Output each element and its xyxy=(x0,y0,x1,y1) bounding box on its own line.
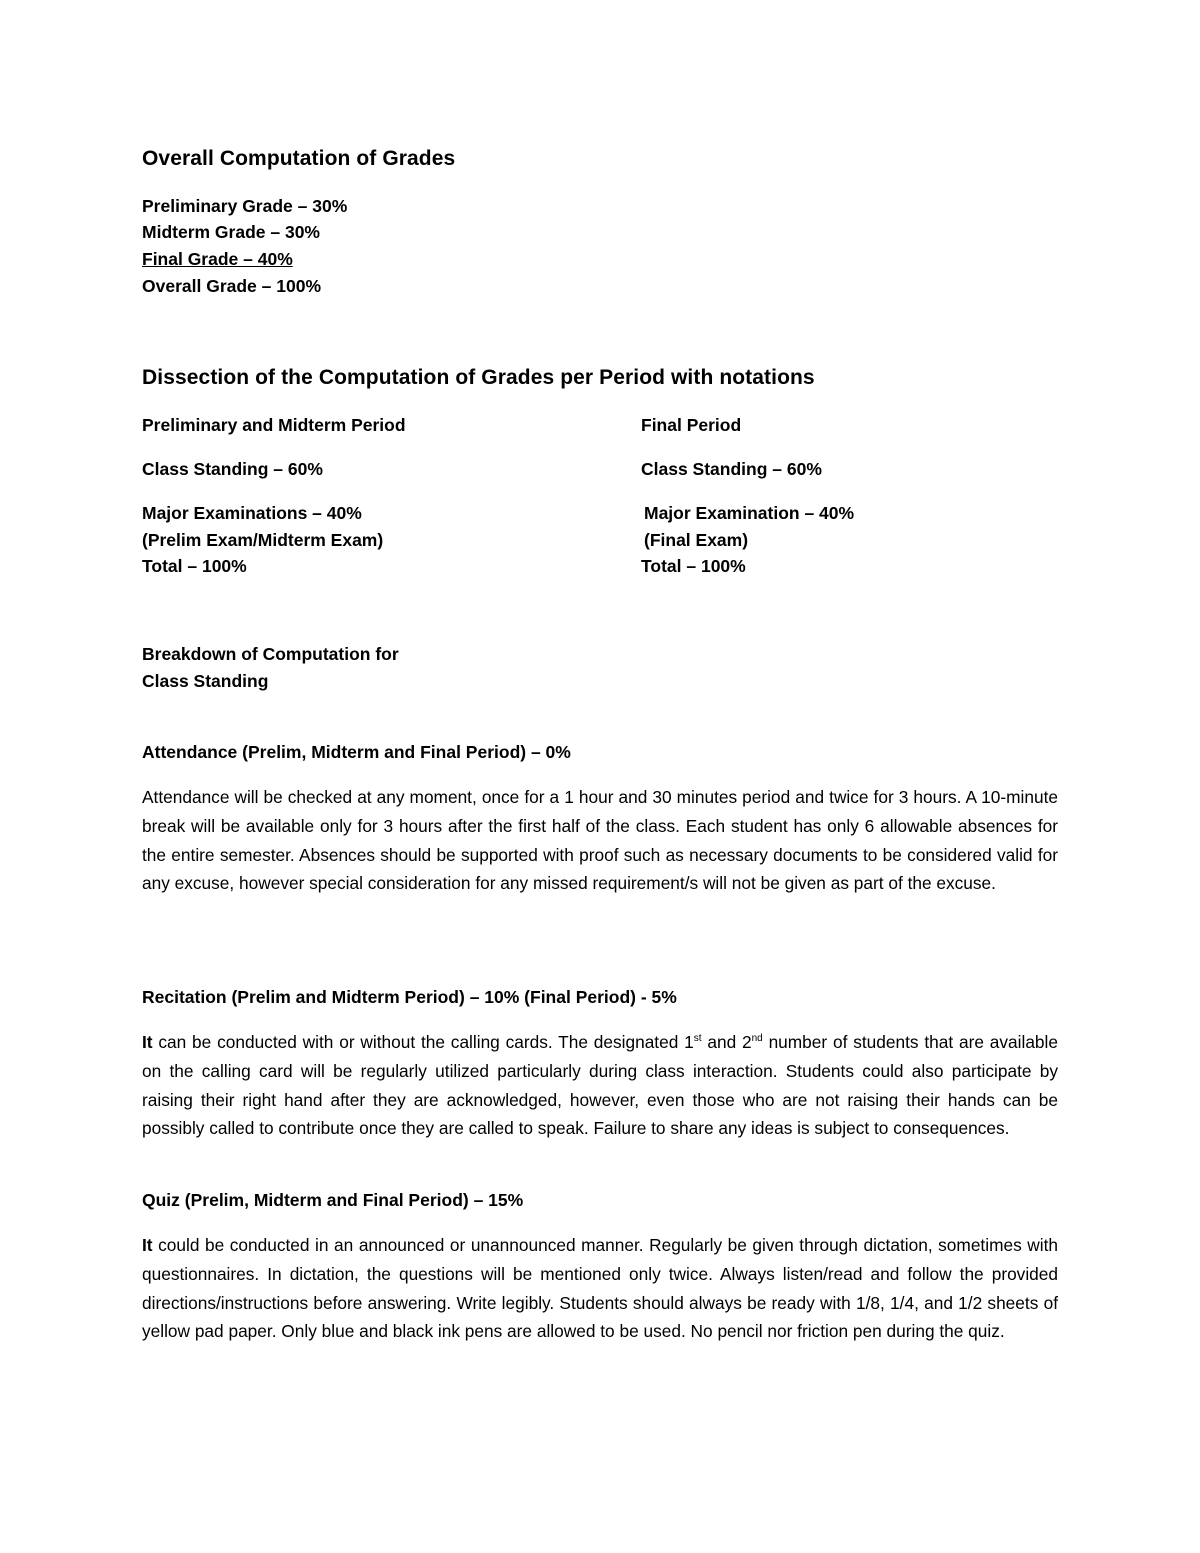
overall-item-final: Final Grade – 40% xyxy=(142,249,293,269)
recitation-heading: Recitation (Prelim and Midterm Period) – 10% (Final Period) - 5% xyxy=(142,987,677,1007)
left-major-exam: Major Examinations – 40% xyxy=(142,503,362,523)
right-major-note: (Final Exam) xyxy=(644,530,749,550)
recitation-text-3: number of students that are available on the calling card will be regularly utilized particularly during class interaction. Students could also participate by raising their right hand after they are acknowledged, however, even those who are not raising their hands can be possibly called to contribute once they are called to speak. Failure to share any ideas is subject to consequences. xyxy=(142,1032,1058,1139)
left-class-standing: Class Standing – 60% xyxy=(142,459,323,479)
quiz-heading: Quiz (Prelim, Midterm and Final Period) – 15% xyxy=(142,1190,524,1210)
right-period-heading: Final Period xyxy=(641,415,742,435)
right-major-exam: Major Examination – 40% xyxy=(644,503,855,523)
recitation-text-2: and 2 xyxy=(701,1032,752,1052)
quiz-lead: It xyxy=(142,1235,153,1255)
overall-title: Overall Computation of Grades xyxy=(142,147,456,170)
recitation-lead: It xyxy=(142,1032,153,1052)
recitation-sup-1: st xyxy=(693,1033,702,1044)
right-total: Total – 100% xyxy=(641,556,746,576)
recitation-sup-2: nd xyxy=(751,1033,763,1044)
breakdown-title-line2: Class Standing xyxy=(142,671,269,691)
overall-item-total: Overall Grade – 100% xyxy=(142,276,321,296)
dissection-title: Dissection of the Computation of Grades per Period with notations xyxy=(142,366,815,389)
breakdown-title-line1: Breakdown of Computation for xyxy=(142,644,399,664)
quiz-body xyxy=(142,1231,1058,1346)
left-total: Total – 100% xyxy=(142,556,247,576)
attendance-body: Attendance will be checked at any moment, once for a 1 hour and 30 minutes period and twice for 3 hours. A 10-minute break will be available only for 3 hours after the first half of the class. Each student has only 6 allowable absences for the entire semester. Absences should be supported with proof such as necessary documents to be considered valid for any excuse, however special consideration for any missed requirement/s will not be given as part of the excuse. xyxy=(142,787,1058,894)
overall-item-prelim: Preliminary Grade – 30% xyxy=(142,196,348,216)
attendance-heading: Attendance (Prelim, Midterm and Final Period) – 0% xyxy=(142,742,571,762)
left-period-heading: Preliminary and Midterm Period xyxy=(142,415,406,435)
recitation-text-1: can be conducted with or without the calling cards. The designated 1 xyxy=(152,1032,694,1052)
quiz-text: could be conducted in an announced or unannounced manner. Regularly be given through dictation, sometimes with questionnaires. In dictation, the questions will be mentioned only twice. Always listen/read and follow the provided directions/instructions before answering. Write legibly. Students should always be ready with 1/8, 1/4, and 1/2 sheets of yellow pad paper. Only blue and black ink pens are allowed to be used. No pencil nor friction pen during the quiz. xyxy=(142,1235,1058,1342)
right-class-standing: Class Standing – 60% xyxy=(641,459,822,479)
recitation-body xyxy=(142,1028,1058,1143)
overall-item-midterm: Midterm Grade – 30% xyxy=(142,222,320,242)
left-major-note: (Prelim Exam/Midterm Exam) xyxy=(142,530,384,550)
